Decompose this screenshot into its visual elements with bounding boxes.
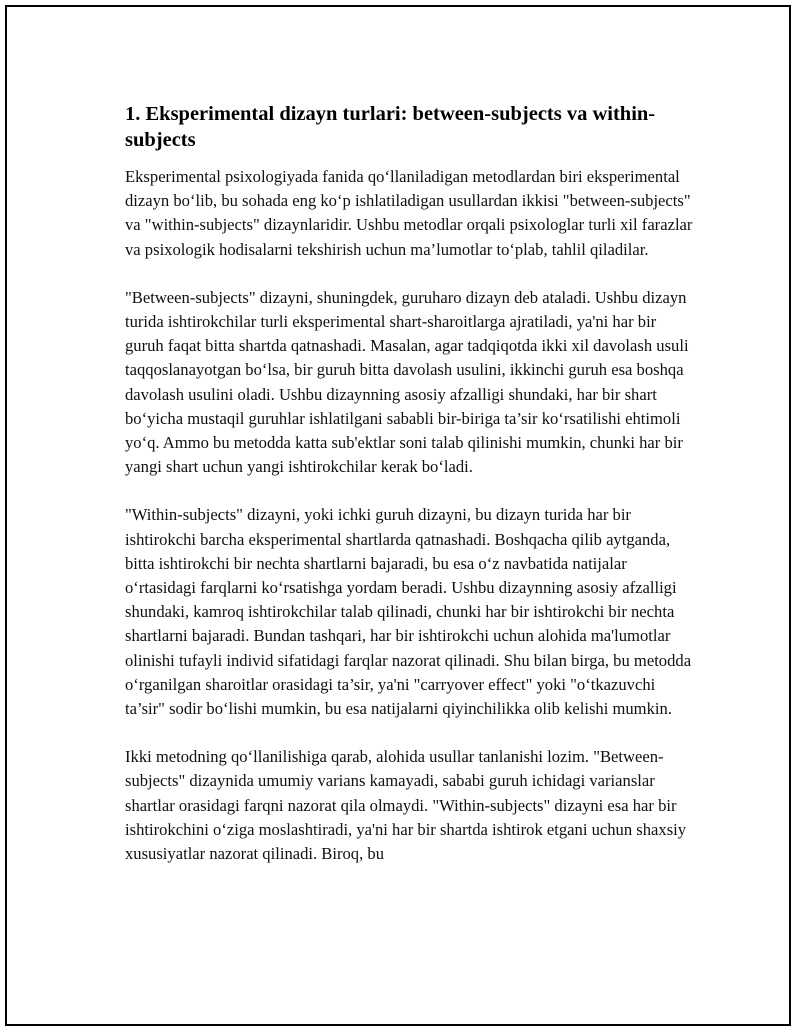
document-body (125, 101, 695, 890)
page-frame (5, 5, 791, 1026)
section-heading: 1. Eksperimental dizayn turlari: between-subjects va within-subjects (125, 103, 656, 151)
paragraph-intro: Eksperimental psixologiyada fanida qo‘llaniladigan metodlardan biri eksperimental dizayn bo‘lib, bu sohada eng ko‘p ishlatiladigan usullardan ikkisi "between-subjects" va "within-subjects" dizaynlaridir. Ushbu metodlar orqali psixologlar turli xil farazlar va psixologik hodisalarni tekshirish uchun ma’lumotlar to‘plab, tahlil qiladilar. (125, 167, 693, 259)
paragraph-within-subjects: "Within-subjects" dizayni, yoki ichki guruh dizayni, bu dizayn turida har bir ishtirokchi barcha eksperimental shartlarda qatnashadi. Boshqacha qilib aytganda, bitta ishtirokchi bir nechta shartlarni bajaradi, bu esa o‘z navbatida natijalar o‘rtasidagi farqlarni ko‘rsatishga yordam beradi. Ushbu dizaynning asosiy afzalligi shundaki, kamroq ishtirokchilar talab qilinadi, chunki har bir ishtirokchi bir nechta shartlarni bajaradi. Bundan tashqari, har bir ishtirokchi uchun alohida ma'lumotlar olinishi tufayli individ sifatidagi farqlar nazorat qilinadi. Shu bilan birga, bu metodda o‘rganilgan sharoitlar orasidagi ta’sir, ya'ni "carryover effect" yoki "o‘tkazuvchi ta’sir" sodir bo‘lishi mumkin, bu esa natijalarni qiyinchilikka olib kelishi mumkin. (125, 505, 692, 719)
paragraph-between-subjects: "Between-subjects" dizayni, shuningdek, guruharo dizayn deb ataladi. Ushbu dizayn turida ishtirokchilar turli eksperimental shart-sharoitlarga ajratiladi, ya'ni har bir guruh faqat bitta shartda qatnashadi. Masalan, agar tadqiqotda ikki xil davolash usuli taqqoslanayotgan bo‘lsa, bir guruh bitta davolash usulini, ikkinchi guruh esa boshqa davolash usulini oladi. Ushbu dizaynning asosiy afzalligi shundaki, har bir shart bo‘yicha mustaqil guruhlar ishlatilgani sababli bir-biriga ta’sir ko‘rsatilishi ehtimoli yo‘q. Ammo bu metodda katta sub'ektlar soni talab qilinishi mumkin, chunki har bir yangi shart uchun yangi ishtirokchilar kerak bo‘ladi. (125, 287, 689, 477)
paragraph-comparison: Ikki metodning qo‘llanilishiga qarab, alohida usullar tanlanishi lozim. "Between-subjects" dizaynida umumiy varians kamayadi, sababi guruh ichidagi varianslar shartlar orasidagi farqni nazorat qila olmaydi. "Within-subjects" dizayni esa har bir ishtirokchini o‘ziga moslashtiradi, ya'ni har bir shartda ishtirok etgani uchun shaxsiy xususiyatlar nazorat qilinadi. Biroq, bu (125, 747, 687, 864)
